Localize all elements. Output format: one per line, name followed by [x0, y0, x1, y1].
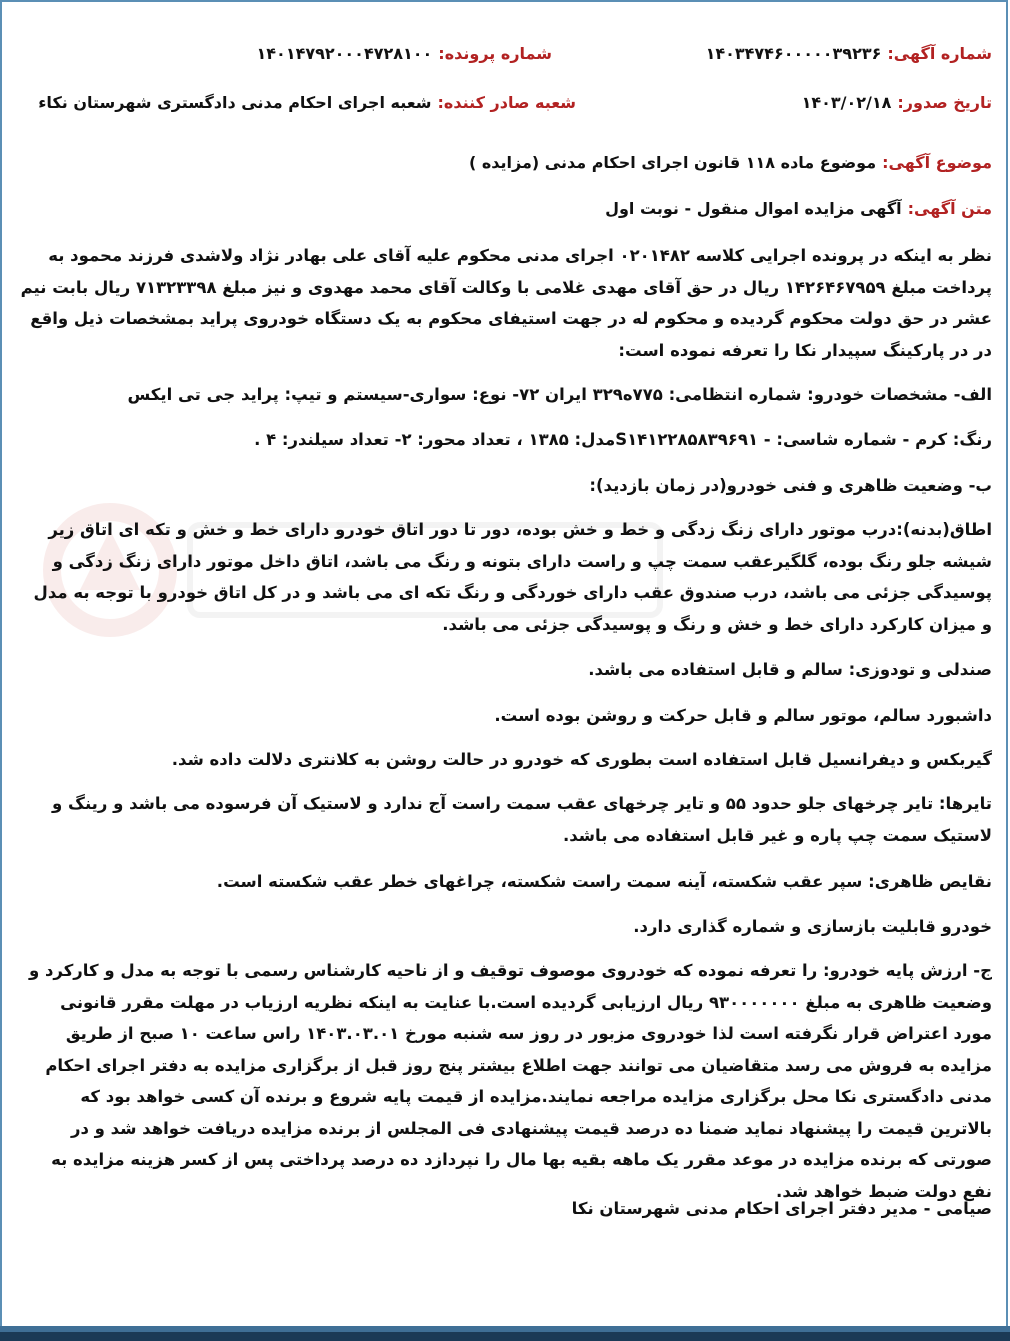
- issuer-row: [38, 93, 576, 112]
- paragraph-valuation: ج- ارزش پایه خودرو: را تعرفه نموده که خودروی موصوف توقیف و از ناحیه کارشناس رسمی با توجه به مدل و کارکرد و وضعیت ظاهری به مبلغ ۹۳۰۰۰۰۰۰۰ ریال ارزیابی گردیده است.با عنایت به اینکه نظریه ارزیاب در مهلت مقرر قانونی مورد اعتراض قرار نگرفته است لذا خودروی مزبور در روز سه شنبه مورخ ۱۴۰۳.۰۳.۰۱ راس ساعت ۱۰ صبح از طریق مزایده به فروش می رسد متقاضیان می توانند جهت اطلاع بیشتر پنج روز قبل از برگزاری مزایده به دفتر اجرای احکام مدنی دادگستری نکا محل برگزاری مزایده مراجعه نمایند.مزایده از قیمت پایه شروع و برنده آن کسی خواهد بود که بالاترین قیمت را پیشنهاد نماید ضمنا ده درصد قیمت پیشنهادی فی المجلس از برنده مزایده دریافت خواهد شد و در صورتی که برنده مزایده در موعد مقرر یک ماهه بقیه بها مال را نپردازد ده درصد پرداختی پس از کسر هزینه مزایده به نفع دولت ضبط خواهد شد.: [28, 961, 992, 1201]
- issue-date-value: ۱۴۰۳/۰۲/۱۸: [801, 93, 892, 112]
- notice-title-row: [605, 199, 992, 218]
- case-number-row: [257, 44, 552, 63]
- issue-date-row: [802, 93, 992, 112]
- paragraph-tires: تایرها: تایر چرخهای جلو حدود ۵۵ و تایر چرخهای عقب سمت راست آج ندارد و لاستیک آن فرسوده می باشد و رینگ و لاستیک سمت چپ پاره و غیر قابل استفاده می باشد.: [52, 794, 992, 845]
- paragraph-vehicle-details: رنگ: کرم - شماره شاسی: - S۱۴۱۲۲۸۵۸۳۹۶۹۱مدل: ۱۳۸۵ ، تعداد محور: ۲- تعداد سیلندر: ۴ .: [254, 430, 992, 449]
- issue-date-label: تاریخ صدور:: [897, 93, 992, 112]
- paragraph-seats: صندلی و تودوزی: سالم و قابل استفاده می باشد.: [588, 660, 992, 679]
- issuer-value: شعبه اجرای احکام مدنی دادگستری شهرستان نکاء: [38, 93, 432, 112]
- case-number-value: ۱۴۰۱۴۷۹۲۰۰۰۴۷۲۸۱۰۰: [256, 44, 433, 63]
- bottom-bar: [0, 1326, 1010, 1341]
- paragraph-restorable: خودرو قابلیت بازسازی و شماره گذاری دارد.: [633, 917, 992, 936]
- paragraph-vehicle-specs: الف- مشخصات خودرو: شماره انتظامی: ۷۷۵ه۳۲۹ ایران ۷۲- نوع: سواری-سیستم و تیپ: پراید جی تی ایکس: [127, 385, 992, 404]
- paragraph-intro: نظر به اینکه در پرونده اجرایی کلاسه ۰۲۰۱۴۸۲ اجرای مدنی محکوم علیه آقای علی بهادر نژاد ولاشدی فرزند محمود به پرداخت مبلغ ۱۴۲۶۴۶۷۹۵۹ ریال در حق آقای مهدی غلامی با وکالت آقای محمد مهدوی و نیز مبلغ ۷۱۳۲۳۳۹۸ ریال بابت نیم عشر در حق دولت محکوم گردیده و محکوم له در جهت استیفای محکوم به یک دستگاه خودروی پراید بمشخصات ذیل واقع در در پارکینگ سپیدار نکا را تعرفه نموده است:: [20, 246, 992, 360]
- paragraph-dashboard: داشبورد سالم، موتور سالم و قابل حرکت و روشن بوده است.: [494, 706, 992, 725]
- paragraph-body-condition: اطاق(بدنه):درب موتور دارای زنگ زدگی و خط و خش بوده، دور تا دور اتاق خودرو دارای خط و خش و تکه ای اتاق زیر شیشه جلو رنگ بوده، گلگیرعقب سمت چپ و راست دارای بتونه و رنگ می باشد، اتاق داخل موتور دارای زنگ زدگی و پوسیدگی جزئی می باشد، درب صندوق عقب دارای خوردگی و رنگ تکه ای می باشد و در کل اتاق خودرو با توجه به مدل و میزان کارکرد دارای خط و خش و رنگ و پوسیدگی جزئی می باشد.: [33, 520, 992, 634]
- signature-line: صیامی - مدیر دفتر اجرای احکام مدنی شهرستان نکا: [571, 1199, 992, 1218]
- notice-title: آگهی مزایده اموال منقول - نوبت اول: [605, 199, 902, 218]
- paragraph-condition-heading: ب- وضعیت ظاهری و فنی خودرو(در زمان بازدید):: [589, 476, 992, 495]
- ad-number-row: [706, 44, 992, 63]
- ad-number-label: شماره آگهی:: [887, 44, 992, 63]
- paragraph-gearbox: گیربکس و دیفرانسیل قابل استفاده است بطوری که خودرو در حالت روشن به کلانتری دلالت داده شد.: [171, 750, 992, 769]
- issuer-label: شعبه صادر کننده:: [437, 93, 576, 112]
- subject-value: موضوع ماده ۱۱۸ قانون اجرای احکام مدنی (مزایده ): [468, 153, 877, 172]
- subject-label: موضوع آگهی:: [882, 153, 992, 172]
- case-number-label: شماره پرونده:: [438, 44, 552, 63]
- paragraph-defects: نقایص ظاهری: سپر عقب شکسته، آینه سمت راست شکسته، چراغهای خطر عقب شکسته است.: [216, 872, 992, 891]
- notice-text-label: متن آگهی:: [907, 199, 992, 218]
- ad-number-value: ۱۴۰۳۴۷۴۶۰۰۰۰۰۳۹۲۳۶: [705, 44, 882, 63]
- subject-row: [469, 153, 992, 172]
